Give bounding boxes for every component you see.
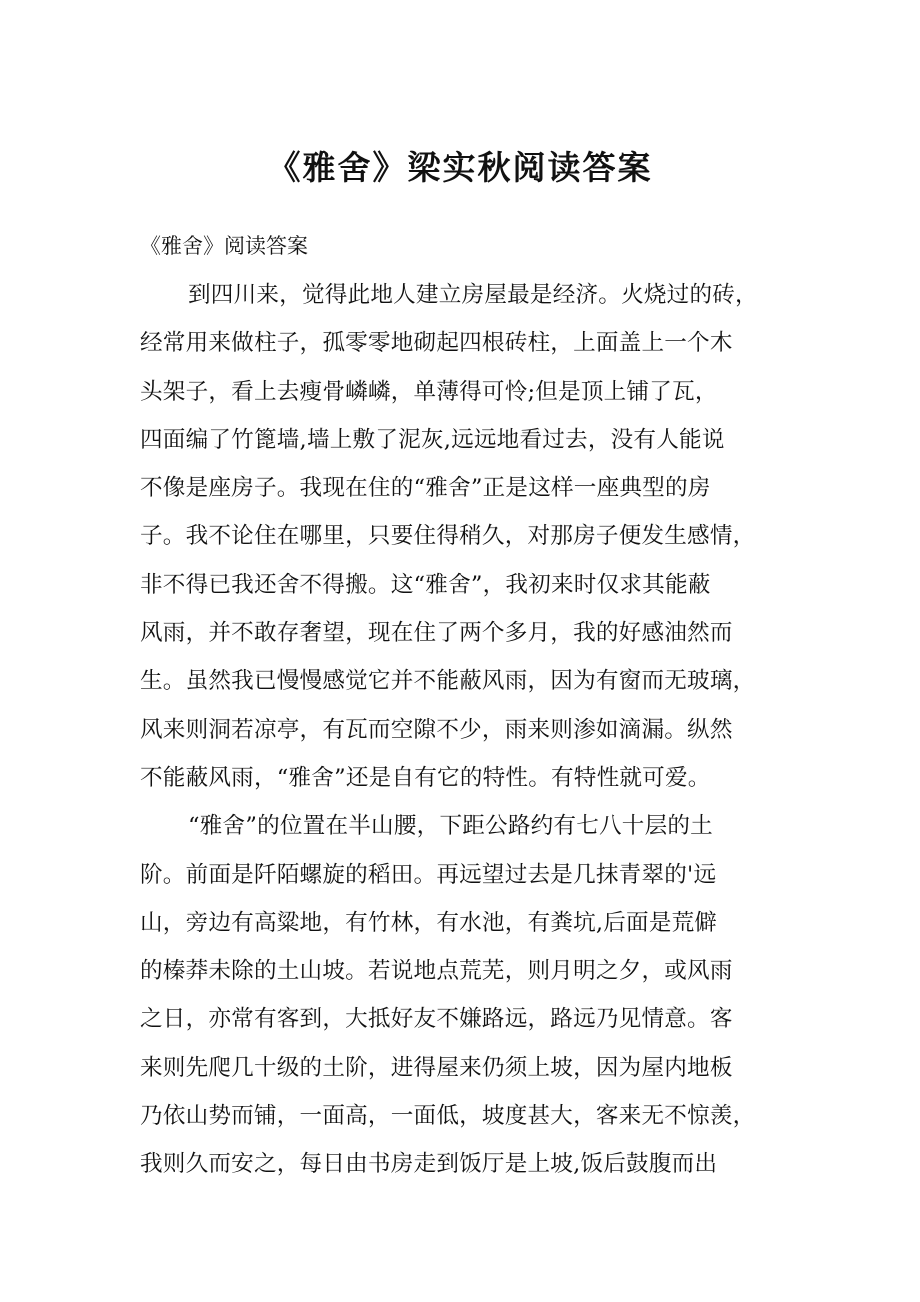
text-line: 生。虽然我已慢慢感觉它并不能蔽风雨，因为有窗而无玻璃， <box>140 668 756 695</box>
text-line: 风来则洞若凉亭，有瓦而空隙不少，雨来则渗如滴漏。纵然 <box>140 716 733 743</box>
text-line: 非不得已我还舍不得搬。这“雅舍”，我初来时仅求其能蔽 <box>140 571 711 598</box>
text-line: 山，旁边有高粱地，有竹林，有水池，有粪坑,后面是荒僻 <box>140 909 718 936</box>
text-line: 不像是座房子。我现在住的“雅舍”正是这样一座典型的房 <box>140 475 711 502</box>
text-line: 头架子，看上去瘦骨嶙嶙，单薄得可怜;但是顶上铺了瓦， <box>140 378 718 405</box>
text-line: “雅舍”的位置在半山腰，下距公路约有七八十层的土 <box>188 813 713 840</box>
text-line: 到四川来，觉得此地人建立房屋最是经济。火烧过的砖， <box>188 282 758 308</box>
text-line: 我则久而安之，每日由书房走到饭厅是上坡,饭后鼓腹而出 <box>140 1151 718 1178</box>
text-line: 阶。前面是阡陌螺旋的稻田。再远望过去是几抹青翠的'远 <box>140 861 717 888</box>
text-line: 乃依山势而铺，一面高，一面低，坡度甚大，客来无不惊羡， <box>140 1103 756 1130</box>
text-line: 不能蔽风雨，“雅舍”还是自有它的特性。有特性就可爱。 <box>140 764 711 791</box>
text-line: 来则先爬几十级的土阶，进得屋来仍须上坡，因为屋内地板 <box>140 1054 733 1081</box>
text-line: 之日，亦常有客到，大抵好友不嫌路远，路远乃见情意。客 <box>140 1006 733 1033</box>
text-line: 子。我不论住在哪里，只要住得稍久，对那房子便发生感情， <box>140 523 756 550</box>
text-line: 四面编了竹篦墙,墙上敷了泥灰,远远地看过去，没有人能说 <box>140 426 725 453</box>
document-body <box>140 278 784 1196</box>
text-line: 风雨，并不敢存奢望，现在住了两个多月，我的好感油然而 <box>140 620 733 647</box>
text-line: 经常用来做柱子，孤零零地砌起四根砖柱，上面盖上一个木 <box>140 330 733 357</box>
text-line: 的榛莽未除的土山坡。若说地点荒芜，则月明之夕，或风雨 <box>140 958 733 985</box>
document-title: 《雅舍》梁实秋阅读答案 <box>267 148 653 187</box>
document-subtitle: 《雅舍》阅读答案 <box>140 234 308 258</box>
